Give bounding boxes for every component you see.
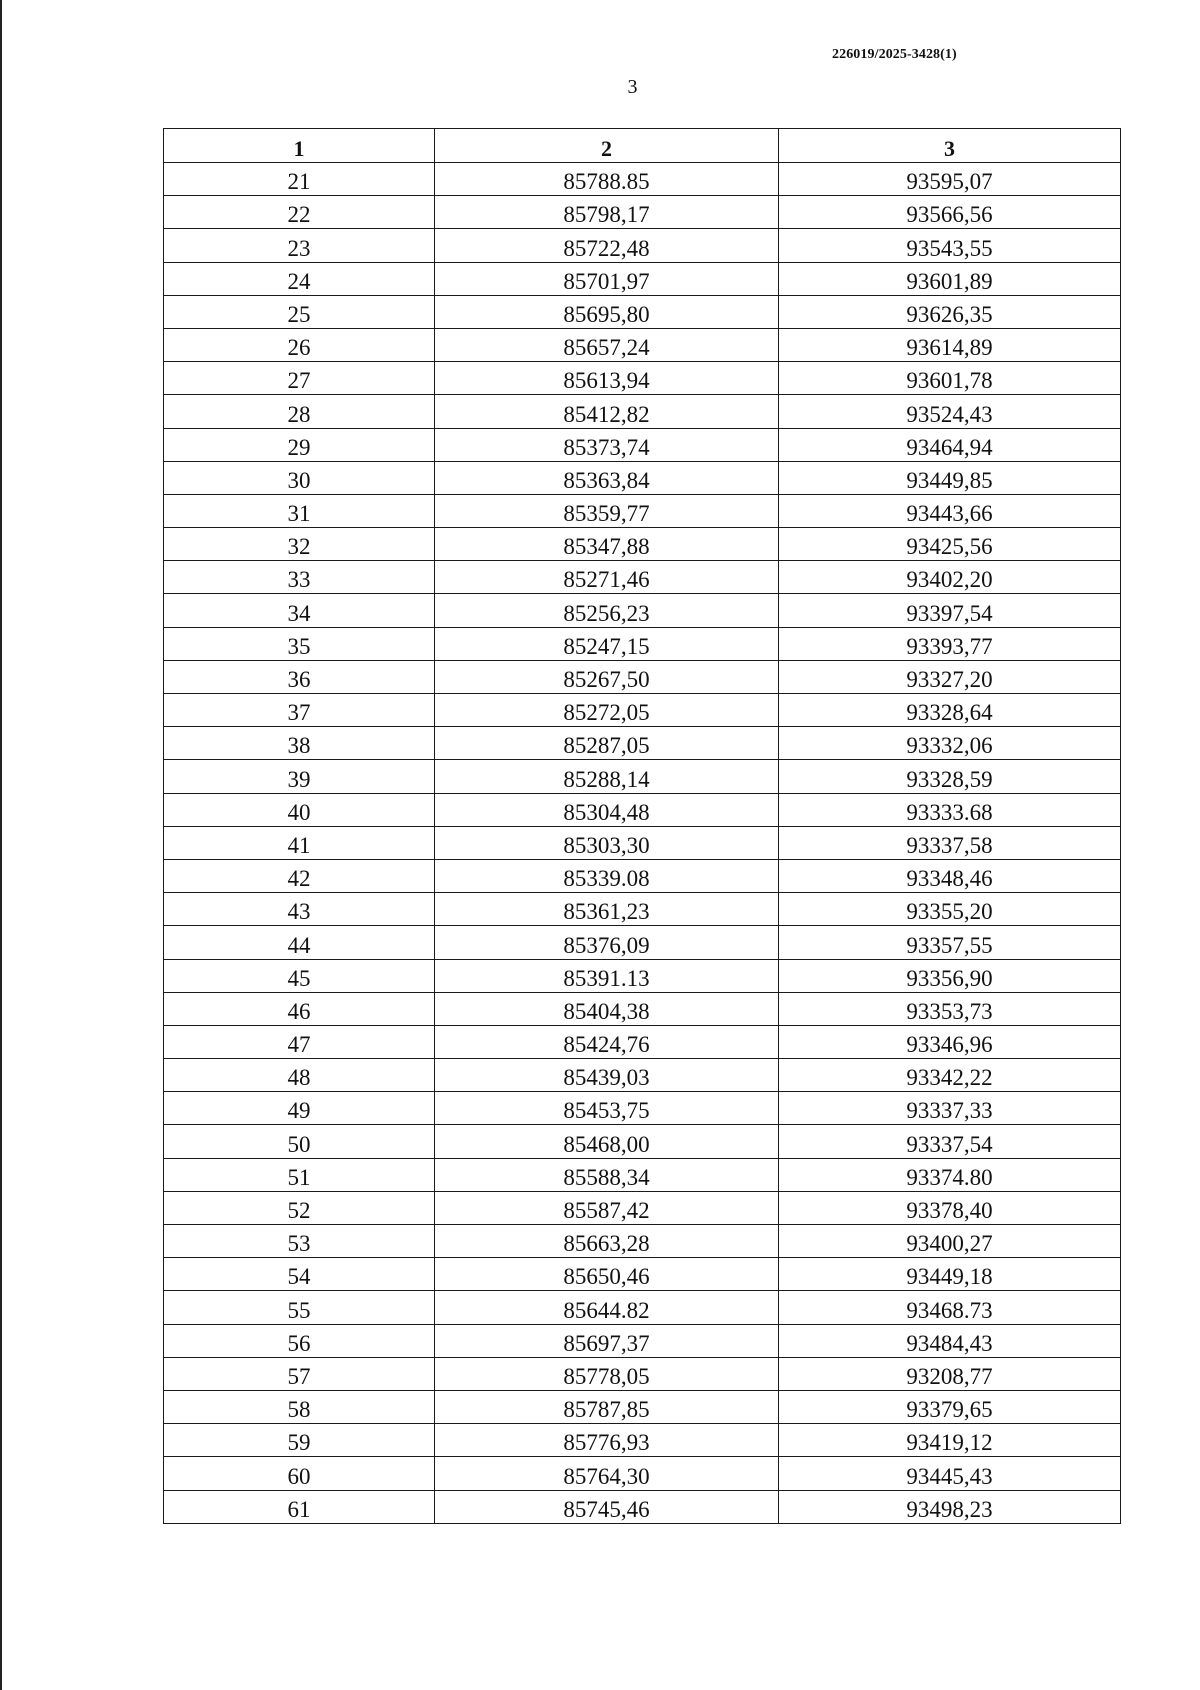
x-coordinate-cell: 85304,48 — [435, 793, 779, 826]
x-coordinate-cell: 85271,46 — [435, 561, 779, 594]
y-coordinate-cell: 93468.73 — [779, 1291, 1121, 1324]
table-row — [164, 196, 1121, 229]
table-row — [164, 1225, 1121, 1258]
point-number-cell: 42 — [164, 859, 435, 892]
point-number-cell: 39 — [164, 760, 435, 793]
point-number-cell: 32 — [164, 528, 435, 561]
point-number-cell: 44 — [164, 926, 435, 959]
point-number-cell: 25 — [164, 295, 435, 328]
y-coordinate-cell: 93419,12 — [779, 1424, 1121, 1457]
x-coordinate-cell: 85787,85 — [435, 1390, 779, 1423]
x-coordinate-cell: 85588,34 — [435, 1158, 779, 1191]
table-row — [164, 793, 1121, 826]
x-coordinate-cell: 85288,14 — [435, 760, 779, 793]
y-coordinate-cell: 93342,22 — [779, 1059, 1121, 1092]
table-row — [164, 1390, 1121, 1423]
point-number-cell: 61 — [164, 1490, 435, 1523]
y-coordinate-cell: 93402,20 — [779, 561, 1121, 594]
x-coordinate-cell: 85361,23 — [435, 893, 779, 926]
y-coordinate-cell: 93356,90 — [779, 959, 1121, 992]
table-row — [164, 262, 1121, 295]
y-coordinate-cell: 93397,54 — [779, 594, 1121, 627]
column-header-2: 2 — [435, 129, 779, 163]
x-coordinate-cell: 85424,76 — [435, 1025, 779, 1058]
y-coordinate-cell: 93449,85 — [779, 461, 1121, 494]
point-number-cell: 56 — [164, 1324, 435, 1357]
y-coordinate-cell: 93524,43 — [779, 395, 1121, 428]
x-coordinate-cell: 85373,74 — [435, 428, 779, 461]
y-coordinate-cell: 93328,59 — [779, 760, 1121, 793]
table-row — [164, 1025, 1121, 1058]
table-row — [164, 826, 1121, 859]
y-coordinate-cell: 93449,18 — [779, 1258, 1121, 1291]
point-number-cell: 36 — [164, 660, 435, 693]
x-coordinate-cell: 85339.08 — [435, 859, 779, 892]
y-coordinate-cell: 93614,89 — [779, 328, 1121, 361]
x-coordinate-cell: 85363,84 — [435, 461, 779, 494]
table-row — [164, 494, 1121, 527]
y-coordinate-cell: 93443,66 — [779, 494, 1121, 527]
x-coordinate-cell: 85776,93 — [435, 1424, 779, 1457]
y-coordinate-cell: 93337,33 — [779, 1092, 1121, 1125]
x-coordinate-cell: 85347,88 — [435, 528, 779, 561]
y-coordinate-cell: 93566,56 — [779, 196, 1121, 229]
point-number-cell: 46 — [164, 992, 435, 1025]
x-coordinate-cell: 85404,38 — [435, 992, 779, 1025]
point-number-cell: 29 — [164, 428, 435, 461]
page-left-edge — [0, 0, 2, 1690]
x-coordinate-cell: 85256,23 — [435, 594, 779, 627]
y-coordinate-cell: 93348,46 — [779, 859, 1121, 892]
x-coordinate-cell: 85453,75 — [435, 1092, 779, 1125]
y-coordinate-cell: 93357,55 — [779, 926, 1121, 959]
point-number-cell: 34 — [164, 594, 435, 627]
y-coordinate-cell: 93346,96 — [779, 1025, 1121, 1058]
point-number-cell: 24 — [164, 262, 435, 295]
point-number-cell: 48 — [164, 1059, 435, 1092]
x-coordinate-cell: 85657,24 — [435, 328, 779, 361]
point-number-cell: 21 — [164, 163, 435, 196]
y-coordinate-cell: 93464,94 — [779, 428, 1121, 461]
table-row — [164, 1357, 1121, 1390]
x-coordinate-cell: 85663,28 — [435, 1225, 779, 1258]
table-row — [164, 395, 1121, 428]
x-coordinate-cell: 85613,94 — [435, 362, 779, 395]
x-coordinate-cell: 85745,46 — [435, 1490, 779, 1523]
table-row — [164, 229, 1121, 262]
table-row — [164, 295, 1121, 328]
y-coordinate-cell: 93425,56 — [779, 528, 1121, 561]
y-coordinate-cell: 93327,20 — [779, 660, 1121, 693]
point-number-cell: 23 — [164, 229, 435, 262]
table-row — [164, 1258, 1121, 1291]
point-number-cell: 45 — [164, 959, 435, 992]
point-number-cell: 47 — [164, 1025, 435, 1058]
table-row — [164, 992, 1121, 1025]
x-coordinate-cell: 85650,46 — [435, 1258, 779, 1291]
y-coordinate-cell: 93337,54 — [779, 1125, 1121, 1158]
point-number-cell: 26 — [164, 328, 435, 361]
point-number-cell: 35 — [164, 627, 435, 660]
table-row — [164, 461, 1121, 494]
x-coordinate-cell: 85376,09 — [435, 926, 779, 959]
table-row — [164, 1059, 1121, 1092]
y-coordinate-cell: 93626,35 — [779, 295, 1121, 328]
point-number-cell: 30 — [164, 461, 435, 494]
point-number-cell: 43 — [164, 893, 435, 926]
table-body — [164, 163, 1121, 1524]
table-row — [164, 1092, 1121, 1125]
y-coordinate-cell: 93378,40 — [779, 1191, 1121, 1224]
table-row — [164, 328, 1121, 361]
table-row — [164, 1191, 1121, 1224]
x-coordinate-cell: 85247,15 — [435, 627, 779, 660]
x-coordinate-cell: 85439,03 — [435, 1059, 779, 1092]
x-coordinate-cell: 85644.82 — [435, 1291, 779, 1324]
point-number-cell: 57 — [164, 1357, 435, 1390]
y-coordinate-cell: 93445,43 — [779, 1457, 1121, 1490]
point-number-cell: 52 — [164, 1191, 435, 1224]
page-number — [0, 76, 1200, 99]
y-coordinate-cell: 93332,06 — [779, 727, 1121, 760]
table-row — [164, 660, 1121, 693]
y-coordinate-cell: 93333.68 — [779, 793, 1121, 826]
table-row — [164, 1158, 1121, 1191]
y-coordinate-cell: 93337,58 — [779, 826, 1121, 859]
coordinates-table — [163, 128, 1121, 1524]
point-number-cell: 55 — [164, 1291, 435, 1324]
x-coordinate-cell: 85764,30 — [435, 1457, 779, 1490]
point-number-cell: 50 — [164, 1125, 435, 1158]
point-number-cell: 58 — [164, 1390, 435, 1423]
point-number-cell: 37 — [164, 694, 435, 727]
x-coordinate-cell: 85587,42 — [435, 1191, 779, 1224]
x-coordinate-cell: 85391.13 — [435, 959, 779, 992]
column-header-1: 1 — [164, 129, 435, 163]
table-row — [164, 926, 1121, 959]
x-coordinate-cell: 85287,05 — [435, 727, 779, 760]
y-coordinate-cell: 93484,43 — [779, 1324, 1121, 1357]
x-coordinate-cell: 85267,50 — [435, 660, 779, 693]
table-row — [164, 627, 1121, 660]
table-row — [164, 893, 1121, 926]
table-row — [164, 1490, 1121, 1523]
point-number-cell: 41 — [164, 826, 435, 859]
table-header-row — [164, 129, 1121, 163]
y-coordinate-cell: 93400,27 — [779, 1225, 1121, 1258]
point-number-cell: 33 — [164, 561, 435, 594]
point-number-cell: 28 — [164, 395, 435, 428]
y-coordinate-cell: 93374.80 — [779, 1158, 1121, 1191]
point-number-cell: 51 — [164, 1158, 435, 1191]
x-coordinate-cell: 85798,17 — [435, 196, 779, 229]
y-coordinate-cell: 93601,89 — [779, 262, 1121, 295]
y-coordinate-cell: 93393,77 — [779, 627, 1121, 660]
table-row — [164, 959, 1121, 992]
point-number-cell: 40 — [164, 793, 435, 826]
point-number-cell: 60 — [164, 1457, 435, 1490]
table-row — [164, 1125, 1121, 1158]
x-coordinate-cell: 85722,48 — [435, 229, 779, 262]
column-header-3: 3 — [779, 129, 1121, 163]
y-coordinate-cell: 93355,20 — [779, 893, 1121, 926]
table-row — [164, 727, 1121, 760]
y-coordinate-cell: 93379,65 — [779, 1390, 1121, 1423]
page-number-text: 3 — [627, 76, 638, 98]
x-coordinate-cell: 85697,37 — [435, 1324, 779, 1357]
table-row — [164, 163, 1121, 196]
y-coordinate-cell: 93328,64 — [779, 694, 1121, 727]
point-number-cell: 59 — [164, 1424, 435, 1457]
table-row — [164, 428, 1121, 461]
y-coordinate-cell: 93208,77 — [779, 1357, 1121, 1390]
x-coordinate-cell: 85412,82 — [435, 395, 779, 428]
table-row — [164, 1291, 1121, 1324]
point-number-cell: 22 — [164, 196, 435, 229]
y-coordinate-cell: 93543,55 — [779, 229, 1121, 262]
x-coordinate-cell: 85272,05 — [435, 694, 779, 727]
point-number-cell: 38 — [164, 727, 435, 760]
x-coordinate-cell: 85778,05 — [435, 1357, 779, 1390]
table-row — [164, 561, 1121, 594]
point-number-cell: 53 — [164, 1225, 435, 1258]
x-coordinate-cell: 85701,97 — [435, 262, 779, 295]
table-row — [164, 362, 1121, 395]
x-coordinate-cell: 85788.85 — [435, 163, 779, 196]
table-row — [164, 594, 1121, 627]
y-coordinate-cell: 93595,07 — [779, 163, 1121, 196]
x-coordinate-cell: 85695,80 — [435, 295, 779, 328]
document-reference-number: 226019/2025-3428(1) — [832, 47, 957, 62]
table-row — [164, 1324, 1121, 1357]
x-coordinate-cell: 85468,00 — [435, 1125, 779, 1158]
y-coordinate-cell: 93353,73 — [779, 992, 1121, 1025]
y-coordinate-cell: 93601,78 — [779, 362, 1121, 395]
table-row — [164, 1457, 1121, 1490]
table-row — [164, 859, 1121, 892]
table-row — [164, 1424, 1121, 1457]
point-number-cell: 31 — [164, 494, 435, 527]
point-number-cell: 49 — [164, 1092, 435, 1125]
x-coordinate-cell: 85303,30 — [435, 826, 779, 859]
table-row — [164, 760, 1121, 793]
table-row — [164, 528, 1121, 561]
x-coordinate-cell: 85359,77 — [435, 494, 779, 527]
point-number-cell: 27 — [164, 362, 435, 395]
point-number-cell: 54 — [164, 1258, 435, 1291]
y-coordinate-cell: 93498,23 — [779, 1490, 1121, 1523]
table-row — [164, 694, 1121, 727]
